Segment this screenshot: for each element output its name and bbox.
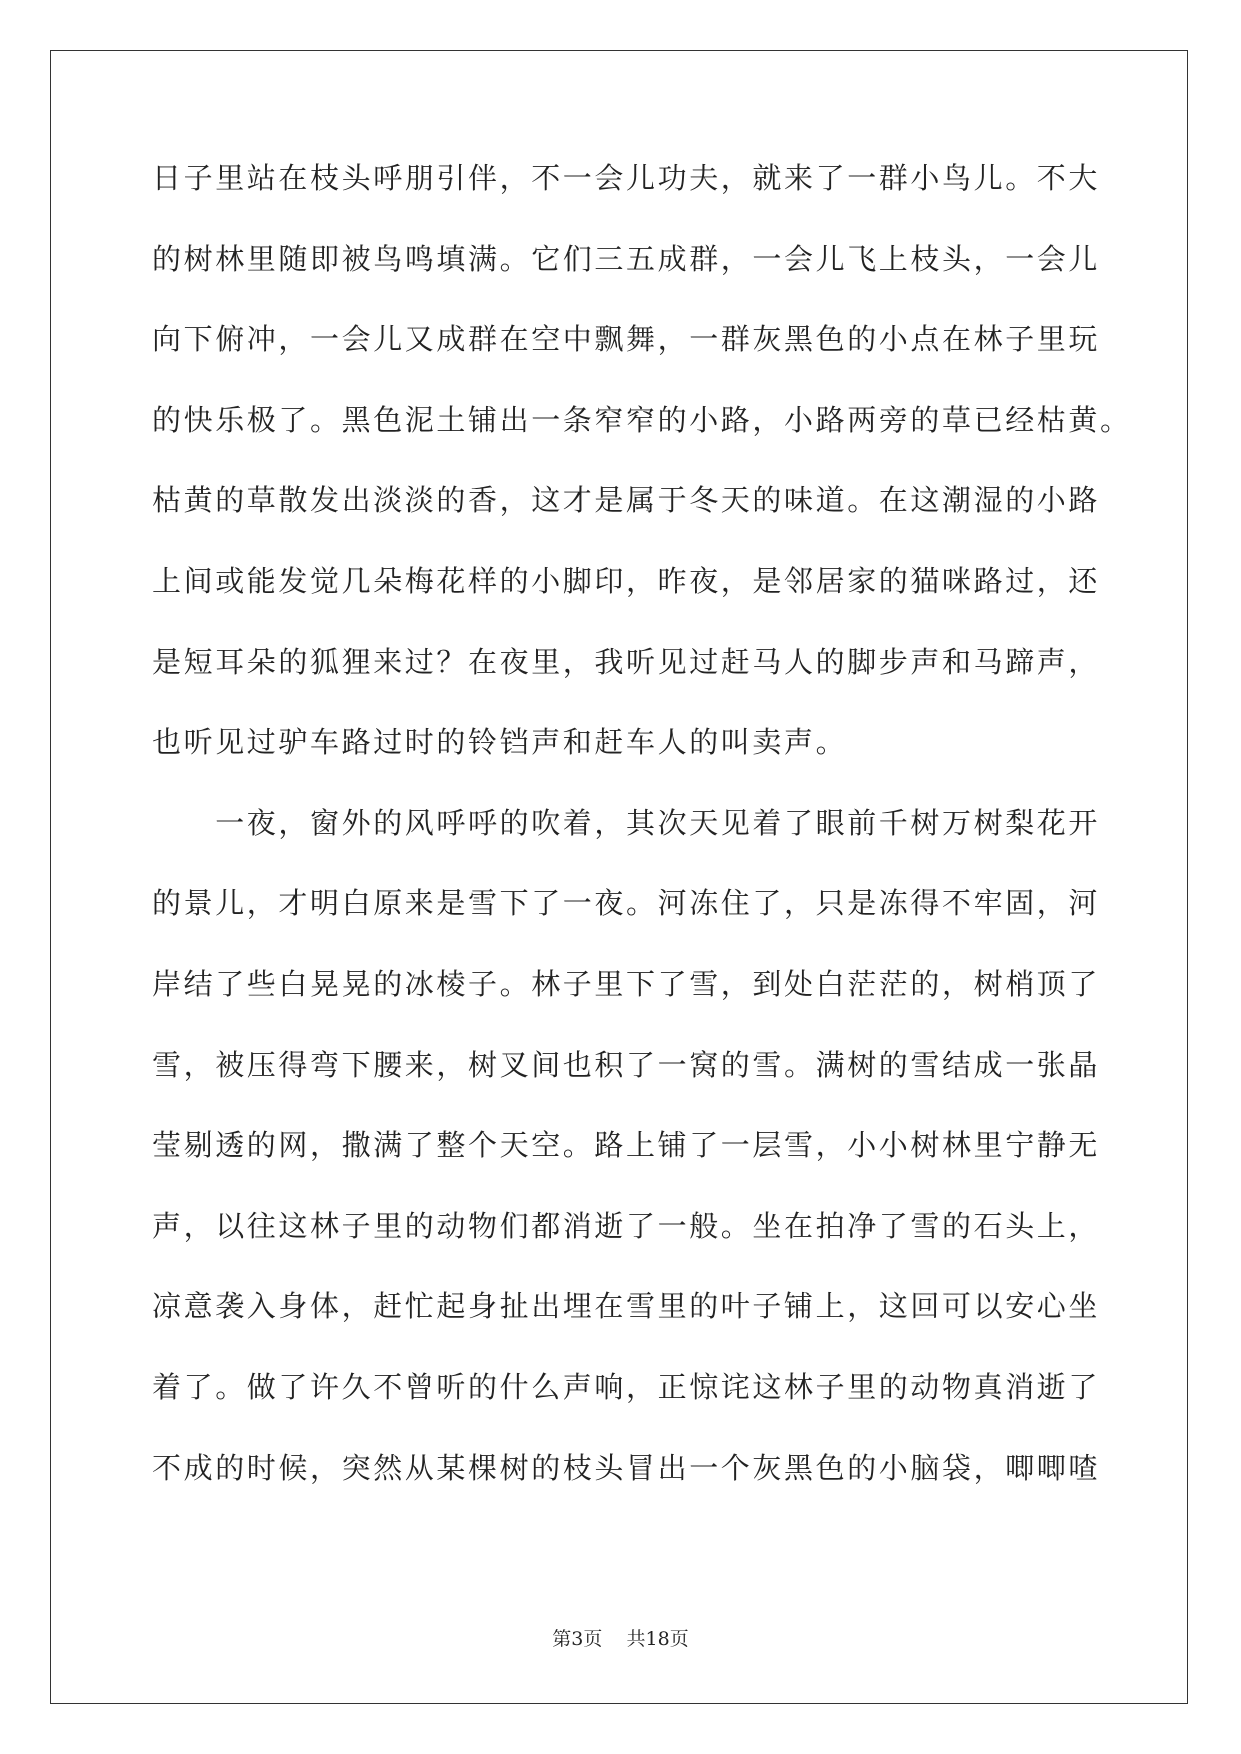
text-line: 的快乐极了。黑色泥土铺出一条窄窄的小路，小路两旁的草已经枯黄。 — [152, 402, 1132, 437]
text-line: 也听见过驴车路过时的铃铛声和赶车人的叫卖声。 — [152, 725, 848, 760]
text-line: 上间或能发觉几朵梅花样的小脚印，昨夜，是邻居家的猫咪路过，还 — [152, 563, 1101, 598]
text-line: 声，以往这林子里的动物们都消逝了一般。坐在拍净了雪的石头上， — [152, 1208, 1101, 1243]
text-line: 雪，被压得弯下腰来，树叉间也积了一窝的雪。满树的雪结成一张晶 — [152, 1047, 1101, 1082]
text-line: 岸结了些白晃晃的冰棱子。林子里下了雪，到处白茫茫的，树梢顶了 — [152, 966, 1101, 1001]
text-line: 着了。做了许久不曾听的什么声响，正惊诧这林子里的动物真消逝了 — [152, 1369, 1101, 1404]
text-line: 是短耳朵的狐狸来过？在夜里，我听见过赶马人的脚步声和马蹄声， — [152, 644, 1101, 679]
text-line: 莹剔透的网，撒满了整个天空。路上铺了一层雪，小小树林里宁静无 — [152, 1128, 1101, 1163]
text-line: 不成的时候，突然从某棵树的枝头冒出一个灰黑色的小脑袋，唧唧喳 — [152, 1450, 1101, 1485]
text-line: 枯黄的草散发出淡淡的香，这才是属于冬天的味道。在这潮湿的小路 — [152, 483, 1101, 518]
page-number: 第3页 — [552, 1628, 603, 1650]
page-footer — [0, 1624, 1241, 1651]
text-line: 日子里站在枝头呼朋引伴，不一会儿功夫，就来了一群小鸟儿。不大 — [152, 161, 1101, 195]
body-text — [152, 161, 1132, 1533]
text-line: 的树林里随即被鸟鸣填满。它们三五成群，一会儿飞上枝头，一会儿 — [152, 241, 1101, 276]
text-line: 向下俯冲，一会儿又成群在空中飘舞，一群灰黑色的小点在林子里玩 — [152, 322, 1101, 357]
text-line: 凉意袭入身体，赶忙起身扯出埋在雪里的叶子铺上，这回可以安心坐 — [152, 1289, 1101, 1324]
page-total: 共18页 — [626, 1628, 689, 1650]
text-line: 的景儿，才明白原来是雪下了一夜。河冻住了，只是冻得不牢固，河 — [152, 886, 1101, 921]
text-line: 一夜，窗外的风呼呼的吹着，其次天见着了眼前千树万树梨花开 — [152, 805, 1101, 840]
